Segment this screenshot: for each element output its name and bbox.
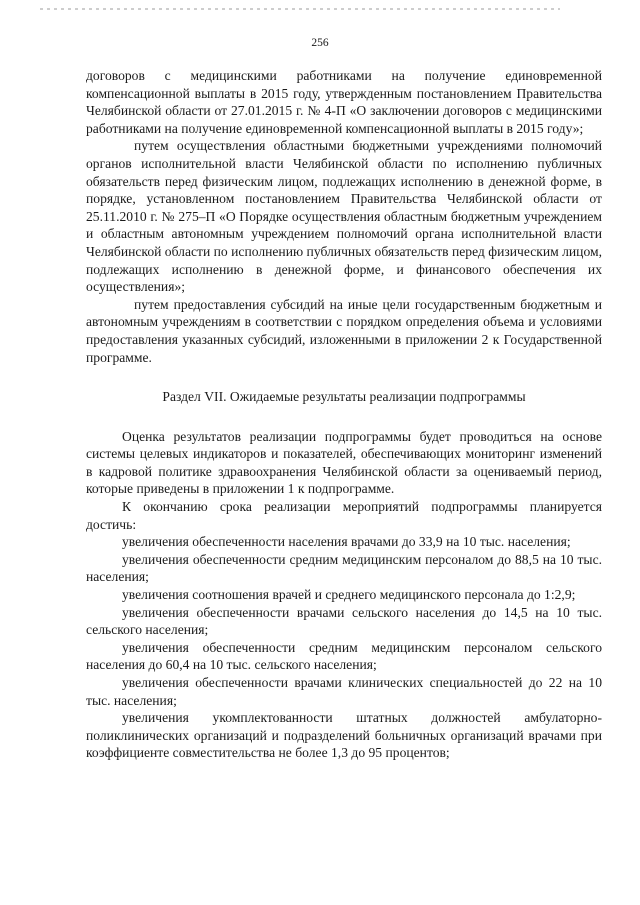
- list-item: увеличения укомплектованности штатных должностей амбулаторно-поликлинических организаций и подразделений больничных организаций врачами при коэффициенте совместительства не более 1,3 до 95 процентов;: [86, 710, 602, 761]
- list-item: увеличения обеспеченности населения врачами до 33,9 на 10 тыс. населения;: [122, 534, 571, 550]
- paragraph: К окончанию срока реализации мероприятий подпрограммы планируется достичь:: [86, 499, 602, 532]
- list-item: увеличения обеспеченности врачами клинических специальностей до 22 на 10 тыс. населения;: [86, 675, 602, 708]
- list-item: увеличения соотношения врачей и среднего медицинского персонала до 1:2,9;: [122, 587, 576, 603]
- list-item: увеличения обеспеченности врачами сельского населения до 14,5 на 10 тыс. сельского населения;: [86, 604, 602, 638]
- list-item: увеличения обеспеченности средним медицинским персоналом сельского населения до 60,4 на 10 тыс. сельского населения;: [86, 639, 602, 673]
- list-item: увеличения обеспеченности средним медицинским персоналом до 88,5 на 10 тыс. населения;: [86, 551, 602, 585]
- paragraph: путем осуществления областными бюджетными учреждениями полномочий органов исполнительной власти Челябинской области по исполнению публичных обязательств перед физическим лицом, подлежащих исполнению в денежной форме, в порядке, установленном постановлением Правительства Челябинской области от 25.11.2010 г. № 275–П «О Порядке осуществления областным бюджетным учреждением и областным автономным учреждением полномочий органа исполнительной власти Челябинской области по исполнению публичных обязательств перед физическим лицом, подлежащих исполнению в денежной форме, и финансового обеспечения их осуществления»;: [86, 138, 602, 295]
- paragraph: договоров с медицинскими работниками на получение единовременной компенсационной выплаты в 2015 году, утвержденным постановлением Правительства Челябинской области от 27.01.2015 г. № 4-П «О заключении договоров с медицинскими работниками на получение единовременной компенсационной выплаты в 2015 году»;: [86, 68, 602, 136]
- scan-artifact-line: [40, 8, 560, 10]
- page-number: 256: [311, 37, 329, 49]
- section-heading: Раздел VII. Ожидаемые результаты реализации подпрограммы: [162, 389, 526, 405]
- paragraph: путем предоставления субсидий на иные цели государственным бюджетным и автономным учреждениям в соответствии с порядком определения объема и условиями предоставления указанных субсидий, изложенными в приложении 2 к Государственной программе.: [86, 296, 602, 365]
- paragraph: Оценка результатов реализации подпрограммы будет проводиться на основе системы целевых индикаторов и показателей, обеспечивающих мониторинг изменений в кадровой политике здравоохранения Челябинской области за оцениваемый период, которые приведены в приложении 1 к подпрограмме.: [86, 428, 602, 497]
- document-body: [86, 67, 602, 762]
